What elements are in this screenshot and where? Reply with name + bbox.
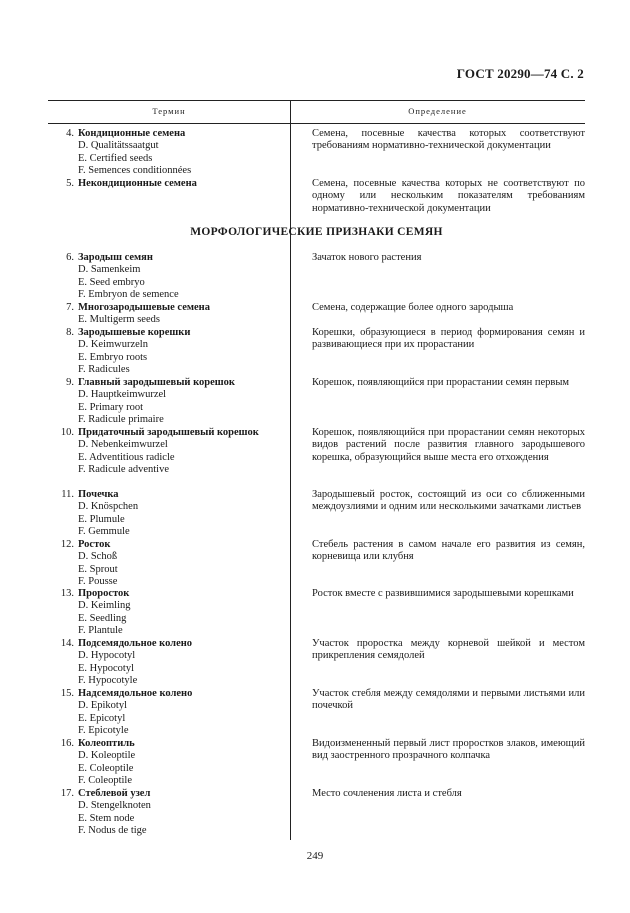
term-number: 8. xyxy=(66,327,74,338)
term-number: 6. xyxy=(66,252,74,263)
term-name: Некондиционные семена xyxy=(78,178,197,189)
term-definition: Участок проростка между корневой шейкой и местом прикрепления семядолей xyxy=(312,638,585,662)
term-definition: Семена, содержащие более одного зародыша xyxy=(312,302,514,313)
section-title: МОРФОЛОГИЧЕСКИЕ ПРИЗНАКИ СЕМЯН xyxy=(190,226,443,238)
column-header-term: Термин xyxy=(152,106,186,116)
term-name: Главный зародышевый корешок xyxy=(78,377,235,388)
term-name: Проросток xyxy=(78,588,130,599)
term-translation: E. Embryo roots xyxy=(78,351,148,363)
term-translation: D. Hypocotyl xyxy=(78,650,136,662)
term-translation: F. Nodus de tige xyxy=(78,825,147,837)
term-translation: E. Plumule xyxy=(78,513,125,525)
term-number: 9. xyxy=(66,377,74,388)
term-translation: F. Embryon de semence xyxy=(78,289,179,301)
term-number: 16. xyxy=(60,738,74,749)
column-header-definition: Определение xyxy=(408,106,467,116)
page-header: ГОСТ 20290—74 С. 2 xyxy=(456,66,584,81)
term-definition: Участок стебля между семядолями и первыми листьями или почечкой xyxy=(312,688,585,712)
table-header-bottom-rule xyxy=(48,123,585,124)
term-number: 10. xyxy=(60,427,74,438)
term-translation: D. Koleoptile xyxy=(78,750,136,762)
term-name: Многозародышевые семена xyxy=(78,302,210,313)
term-definition: Место сочленения листа и стебля xyxy=(312,788,462,799)
term-number: 11. xyxy=(61,489,74,500)
term-name: Стеблевой узел xyxy=(78,788,151,799)
term-translation: D. Knöspchen xyxy=(78,501,139,513)
term-definition: Корешок, появляющийся при прорастании семян первым xyxy=(312,377,570,388)
term-translation: E. Seed embryo xyxy=(78,276,145,288)
term-definition: Корешки, образующиеся в период формирования семян и развивающиеся при их прорастании xyxy=(312,327,585,351)
term-translation: F. Gemmule xyxy=(78,526,130,538)
term-name: Придаточный зародышевый корешок xyxy=(78,427,259,438)
term-definition: Видоизмененный первый лист проростков злаков, имеющий вид заостренного прозрачного колпачка xyxy=(312,738,585,762)
term-number: 13. xyxy=(60,588,74,599)
term-name: Росток xyxy=(78,539,111,550)
term-name: Подсемядольное колено xyxy=(78,638,193,649)
term-translation: D. Schoß xyxy=(78,551,118,563)
term-number: 14. xyxy=(60,638,74,649)
term-number: 7. xyxy=(66,302,74,313)
term-name: Почечка xyxy=(78,489,119,500)
term-translation: E. Sprout xyxy=(78,563,118,575)
term-translation: D. Keimwurzeln xyxy=(78,339,148,351)
term-translation: E. Certified seeds xyxy=(78,152,153,164)
term-translation: F. Radicule adventive xyxy=(78,464,170,476)
term-translation: D. Epikotyl xyxy=(78,700,127,712)
term-definition: Стебель растения в самом начале его развития из семян, корневища или клубня xyxy=(312,539,585,563)
term-translation: F. Epicotyle xyxy=(78,725,129,737)
term-definition: Семена, посевные качества которых не соответствуют по одному или нескольким показателям требованиям нормативно-технической документации xyxy=(312,178,585,214)
term-translation: F. Radicule primaire xyxy=(78,414,164,426)
term-name: Колеоптиль xyxy=(78,738,135,749)
term-translation: E. Primary root xyxy=(78,401,144,413)
term-translation: D. Samenkeim xyxy=(78,264,141,276)
term-name: Кондиционные семена xyxy=(78,128,186,139)
term-translation: D. Qualitätssaatgut xyxy=(78,140,159,152)
term-translation: D. Nebenkeimwurzel xyxy=(78,439,168,451)
term-translation: D. Hauptkeimwurzel xyxy=(78,389,167,401)
term-definition: Зародышевый росток, состоящий из оси со сближенными междоузлиями и одним или несколькими зачатками листьев xyxy=(312,489,585,513)
term-number: 5. xyxy=(66,178,74,189)
term-translation: E. Epicotyl xyxy=(78,712,126,724)
term-number: 17. xyxy=(60,788,74,799)
term-translation: E. Adventitious radicle xyxy=(78,451,175,463)
term-translation: D. Keimling xyxy=(78,600,131,612)
term-translation: E. Hypocotyl xyxy=(78,662,134,674)
page-number: 249 xyxy=(306,850,324,862)
term-definition: Росток вместе с развившимися зародышевыми корешками xyxy=(312,588,574,599)
term-number: 4. xyxy=(66,128,74,139)
term-number: 12. xyxy=(60,539,74,550)
term-translation: F. Radicules xyxy=(78,364,130,376)
term-translation: E. Multigerm seeds xyxy=(78,314,160,326)
term-name: Надсемядольное колено xyxy=(78,688,193,699)
term-definition: Семена, посевные качества которых соответствуют требованиям нормативно-технической документации xyxy=(312,128,585,152)
term-translation: E. Seedling xyxy=(78,612,127,624)
term-number: 15. xyxy=(60,688,74,699)
term-translation: F. Hypocotyle xyxy=(78,675,138,687)
term-translation: F. Plantule xyxy=(78,625,123,637)
term-translation: F. Coleoptile xyxy=(78,775,132,787)
term-name: Зародышевые корешки xyxy=(78,327,191,338)
term-translation: E. Coleoptile xyxy=(78,762,134,774)
term-translation: E. Stem node xyxy=(78,812,135,824)
term-translation: F. Pousse xyxy=(78,576,118,588)
term-translation: F. Semences conditionnées xyxy=(78,165,192,177)
term-definition: Зачаток нового растения xyxy=(312,252,422,263)
term-translation: D. Stengelknoten xyxy=(78,800,151,812)
term-definition: Корешок, появляющийся при прорастании семян некоторых видов растений после развития главного зародышевого корешка, образующийся выше места его отхождения xyxy=(312,427,585,463)
term-name: Зародыш семян xyxy=(78,252,153,263)
table-header-top-rule xyxy=(48,100,585,101)
